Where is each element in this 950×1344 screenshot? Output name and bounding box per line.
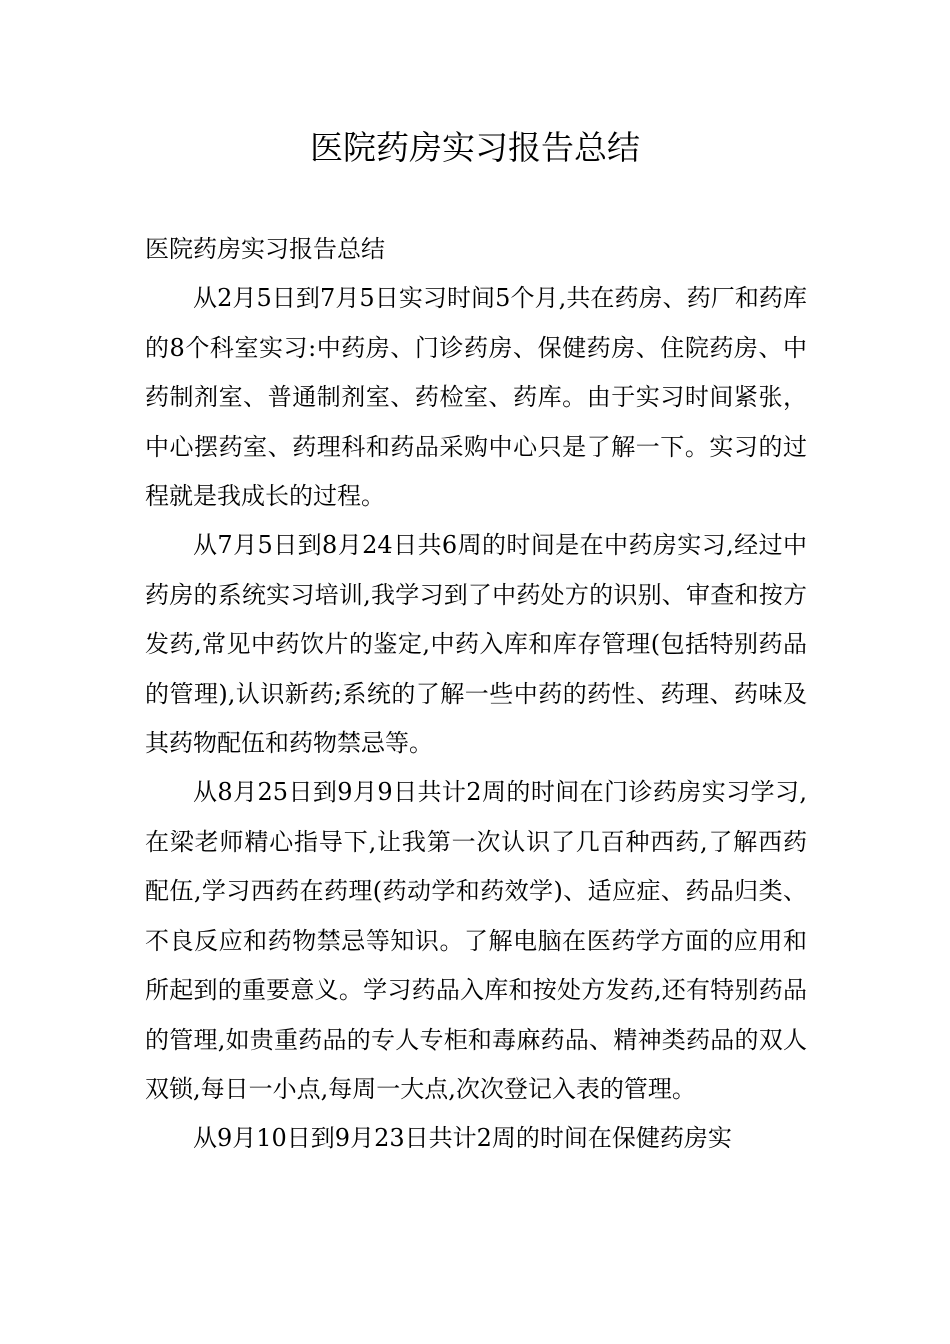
paragraph-3: 从8月25日到9月9日共计2周的时间在门诊药房实习学习,在梁老师精心指导下,让我第一次认识了几百种西药,了解西药配伍,学习西药在药理(药动学和药效学)、适应症、药品归类、不良反应和药物禁忌等知识。了解电脑在医药学方面的应用和所起到的重要意义。学习药品入库和按处方发药,还有特别药品的管理,如贵重药品的专人专柜和毒麻药品、精神类药品的双人双锁,每日一小点,每周一大点,次次登记入表的管理。: [145, 778, 807, 1103]
paragraph-4: 从9月10日到9月23日共计2周的时间在保健药房实: [193, 1124, 732, 1153]
document-subtitle: 医院药房实习报告总结: [145, 235, 385, 263]
paragraph-2: 从7月5日到8月24日共6周的时间是在中药房实习,经过中药房的系统实习培训,我学习到了中药处方的识别、审查和按方发药,常见中药饮片的鉴定,中药入库和库存管理(包括特别药品的管理),认识新药;系统的了解一些中药的药性、药理、药味及其药物配伍和药物禁忌等。: [145, 531, 807, 758]
paragraph-1: 从2月5日到7月5日实习时间5个月,共在药房、药厂和药库的8个科室实习:中药房、门诊药房、保健药房、住院药房、中药制剂室、普通制剂室、药检室、药库。由于实习时间紧张，中心摆药室、药理科和药品采购中心只是了解一下。实习的过程就是我成长的过程。: [145, 284, 807, 511]
document-title: 医院药房实习报告总结: [310, 128, 640, 167]
document-body: [145, 225, 807, 1164]
